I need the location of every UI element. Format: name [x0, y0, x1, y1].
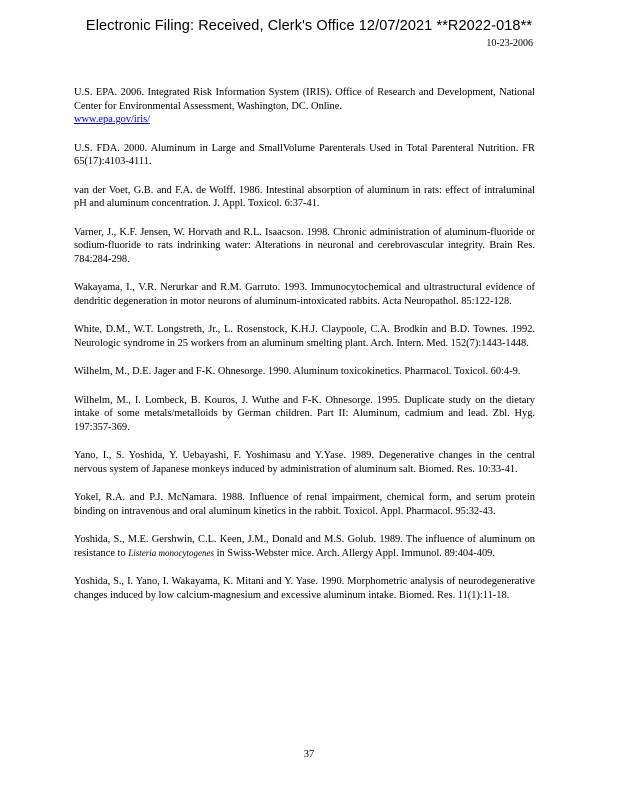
document-date: 10-23-2006	[486, 38, 533, 49]
reference-entry: Wilhelm, M., D.E. Jager and F-K. Ohnesorge. 1990. Aluminum toxicokinetics. Pharmacol. Toxicol. 60:4-9.	[74, 366, 521, 377]
reference-list	[74, 86, 535, 617]
reference-entry: U.S. FDA. 2000. Aluminum in Large and SmallVolume Parenterals Used in Total Parenteral Nutrition. FR 65(17):4103-4111.	[74, 142, 535, 167]
filing-stamp: Electronic Filing: Received, Clerk's Office 12/07/2021 **R2022-018**	[85, 18, 533, 34]
reference-entry: Yoshida, S., I. Yano, I. Wakayama, K. Mitani and Y. Yase. 1990. Morphometric analysis of neurodegenerative changes induced by low calcium-magnesium and excessive aluminum intake. Biomed. Res. 11(1):11-18.	[74, 576, 535, 601]
reference-entry: Yano, I., S. Yoshida, Y. Uebayashi, F. Yoshimasu and Y.Yase. 1989. Degenerative changes in the central nervous system of Japanese monkeys induced by administration of aluminum salt. Biomed. Res. 10:33-41.	[74, 450, 535, 475]
reference-entry: Varner, J., K.F. Jensen, W. Horvath and R.L. Isaacson. 1998. Chronic administration of aluminum-fluoride or sodium-fluoride to rats indrinking water: Alterations in neuronal and cerebrovascular integrity. Brain Res. 784:284-298.	[74, 226, 535, 265]
iris-link[interactable]: www.epa.gov/iris/	[74, 114, 151, 125]
reference-entry: van der Voet, G.B. and F.A. de Wolff. 1986. Intestinal absorption of aluminum in rats: effect of intraluminal pH and aluminum concentration. J. Appl. Toxicol. 6:37-41.	[74, 184, 535, 209]
page-number: 37	[303, 749, 315, 760]
reference-entry: Wilhelm, M., I. Lombeck, B. Kouros, J. Wuthe and F-K. Ohnesorge. 1995. Duplicate study on the dietary intake of some metals/metalloids by German children. Part II: Aluminum, cadmium and lead. Zbl. Hyg. 197:357-369.	[74, 394, 535, 433]
reference-text: in Swiss-Webster mice. Arch. Allergy Appl. Immunol. 89:404-409.	[216, 547, 495, 559]
reference-text: Yoshida, S., M.E. Gershwin, C.L. Keen, J.M., Donald and M.S. Golub. 1989. The influence of aluminum on resistance to	[74, 534, 535, 559]
reference-entry: Yokel, R.A. and P.J. McNamara. 1988. Influence of renal impairment, chemical form, and serum protein binding on intravenous and oral aluminum kinetics in the rabbit. Toxicol. Appl. Pharmacol. 95:32-43.	[74, 492, 535, 517]
reference-entry	[74, 86, 535, 127]
reference-entry	[74, 533, 535, 560]
reference-text: U.S. EPA. 2006. Integrated Risk Information System (IRIS). Office of Research and Development, National Center for Environmental Assessment, Washington, DC. Online.	[74, 87, 535, 112]
species-name: Listeria monocytogenes	[128, 547, 215, 558]
reference-entry: Wakayama, I., V.R. Nerurkar and R.M. Garruto. 1993. Immunocytochemical and ultrastructural evidence of dendritic degeneration in motor neurons of aluminum-intoxicated rabbits. Acta Neuropathol. 85:122-128.	[74, 282, 535, 307]
reference-entry: White, D.M., W.T. Longstreth, Jr., L. Rosenstock, K.H.J. Claypoole, C.A. Brodkin and B.D. Townes. 1992. Neurologic syndrome in 25 workers from an aluminum smelting plant. Arch. Intern. Med. 152(7):1443-1448.	[74, 324, 535, 349]
